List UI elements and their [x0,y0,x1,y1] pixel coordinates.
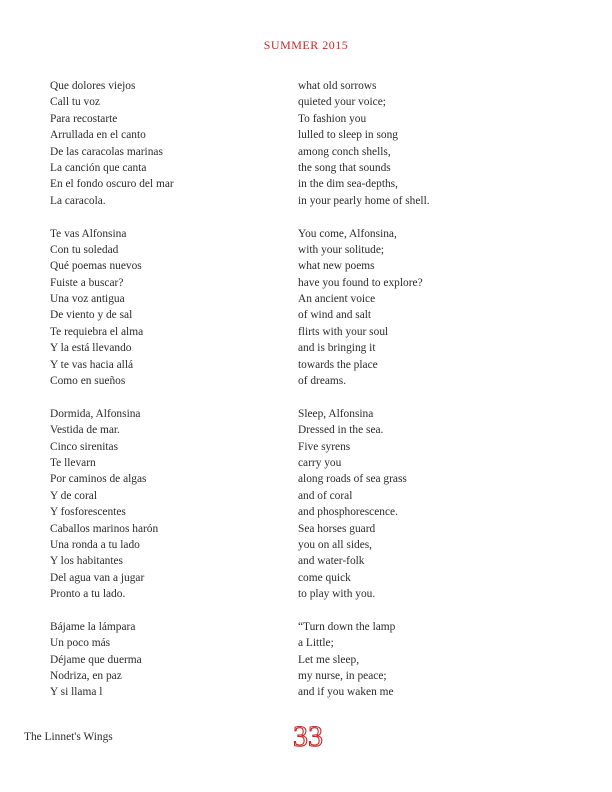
verse-line: La caracola. [50,194,106,207]
verse-line: the song that sounds [298,161,391,174]
verse-line: Que dolores viejos [50,80,136,92]
verse-line: and phosphorescence. [298,506,398,519]
verse-line: Del agua van a jugar [50,571,145,584]
verse-line: you on all sides, [298,538,373,551]
verse-line: Y la está llevando [50,342,132,355]
stanza-en-3 [298,406,538,603]
verse-line: of dreams. [298,375,347,388]
verse-line: La canción que canta [50,161,147,174]
verse-line: An ancient voice [298,293,376,306]
stanza-es-1 [50,78,280,209]
verse-line: Arrullada en el canto [50,129,146,142]
verse-line: Una ronda a tu lado [50,538,140,551]
verse-line: Vestida de mar. [50,424,120,437]
verse-line: Como en sueños [50,375,126,388]
page-number-text: 33 [293,722,323,750]
verse-line: Qué poemas nuevos [50,260,142,273]
verse-line: and if you waken me [298,686,394,699]
stanza-en-1 [298,78,538,209]
verse-line: Una voz antigua [50,293,125,306]
issue-header: SUMMER 2015 [263,38,349,52]
verse-line: Sleep, Alfonsina [298,407,374,420]
verse-line: carry you [298,456,342,469]
verse-line: and of coral [298,489,353,502]
verse-line: Pronto a tu lado. [50,588,126,601]
verse-line: towards the place [298,358,378,371]
verse-line: my nurse, in peace; [298,670,387,683]
verse-line: flirts with your soul [298,325,389,338]
publication-title: The Linnet's Wings [24,731,113,743]
verse-line: Por caminos de algas [50,473,147,486]
verse-line: Y de coral [50,489,98,502]
verse-line: Bájame la lámpara [50,620,136,633]
verse-line: De las caracolas marinas [50,145,163,158]
verse-line: Te llevarn [50,456,96,469]
stanza-es-3 [50,406,280,603]
verse-line: Para recostarte [50,112,118,125]
verse-line: “Turn down the lamp [298,620,396,633]
verse-line: and water-folk [298,555,365,568]
verse-line: Y fosforescentes [50,506,126,519]
verse-line: De viento y de sal [50,309,133,322]
verse-line: Y los habitantes [50,555,123,568]
verse-line: En el fondo oscuro del mar [50,178,174,191]
verse-line: with your solitude; [298,243,385,256]
verse-line: have you found to explore? [298,276,423,289]
verse-line: Déjame que duerma [50,653,142,666]
verse-line: of wind and salt [298,309,372,322]
verse-line: to play with you. [298,588,376,601]
stanza-en-4 [298,619,538,701]
verse-line: lulled to sleep in song [298,129,398,142]
spanish-column [50,78,280,717]
verse-line: Sea horses guard [298,522,376,535]
verse-line: in your pearly home of shell. [298,194,430,207]
verse-line: what old sorrows [298,80,377,92]
verse-line: Y te vas hacia allá [50,358,134,371]
verse-line: Caballos marinos harón [50,522,159,535]
verse-line: what new poems [298,260,375,273]
english-column [298,78,538,717]
verse-line: a Little; [298,637,334,650]
verse-line: Fuiste a buscar? [50,276,124,289]
verse-line: and is bringing it [298,342,376,355]
verse-line: among conch shells, [298,145,391,158]
verse-line: Con tu soledad [50,243,119,256]
verse-line: Let me sleep, [298,653,360,666]
verse-line: Call tu voz [50,96,100,109]
verse-line: along roads of sea grass [298,473,407,486]
verse-line: quieted your voice; [298,96,386,109]
verse-line: come quick [298,571,351,584]
verse-line: Un poco más [50,637,111,650]
verse-line: You come, Alfonsina, [298,227,397,240]
verse-line: Te requiebra el alma [50,325,144,338]
verse-line: To fashion you [298,112,367,125]
verse-line: Dormida, Alfonsina [50,407,141,420]
verse-line: Cinco sirenitas [50,440,119,453]
verse-line: in the dim sea-depths, [298,178,398,191]
verse-line: Te vas Alfonsina [50,227,127,240]
verse-line: Dressed in the sea. [298,424,384,437]
stanza-en-2 [298,226,538,390]
page-number [288,722,328,750]
stanza-es-4 [50,619,280,701]
verse-line: Five syrens [298,440,351,453]
verse-line: Nodriza, en paz [50,670,122,683]
stanza-es-2 [50,226,280,390]
verse-line: Y si llama l [50,686,103,699]
